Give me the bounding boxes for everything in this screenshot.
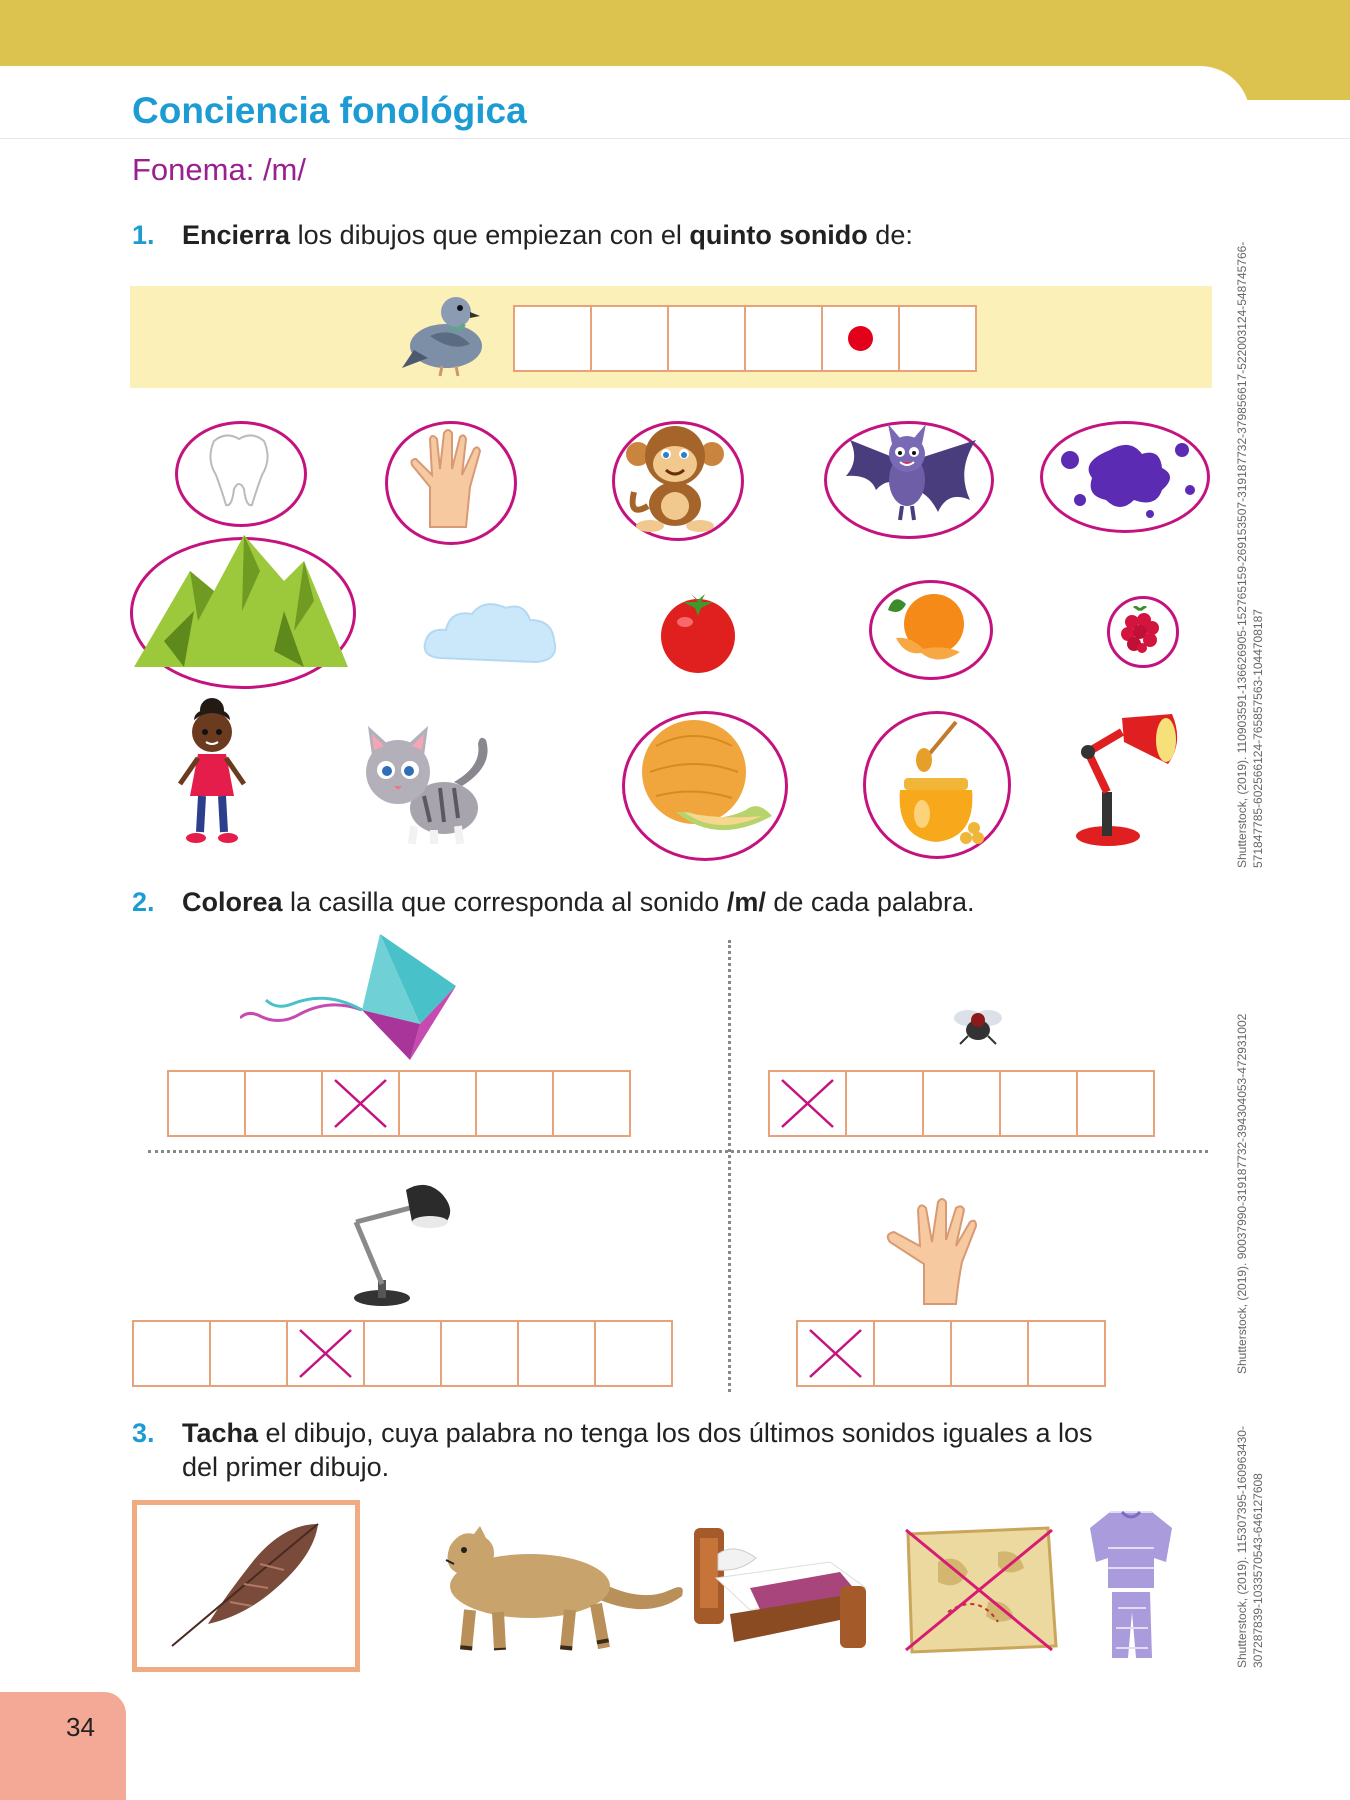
monkey-icon (620, 422, 730, 534)
sound-box-marked[interactable] (821, 305, 900, 372)
feather-icon (164, 1520, 326, 1650)
q2-fly-boxes (768, 1070, 1153, 1137)
ink-stain-icon (1050, 430, 1200, 520)
image-credit-3a: Shutterstock, (2019). 115307395-160963430- (1235, 1426, 1249, 1668)
sound-box[interactable] (552, 1070, 631, 1137)
image-credit-1b: 571847785-602566124-765857563-1044708187 (1251, 609, 1265, 868)
treasure-map-icon (898, 1522, 1062, 1658)
cloud-icon (420, 598, 560, 670)
fly-icon (950, 1006, 1004, 1046)
sound-box[interactable] (594, 1320, 673, 1387)
question-1-bold: quinto sonido (689, 220, 868, 250)
question-1-verb: Encierra (182, 220, 291, 250)
sound-box[interactable] (475, 1070, 554, 1137)
melon-icon (626, 716, 776, 848)
sound-box[interactable] (398, 1070, 477, 1137)
sound-box[interactable] (167, 1070, 246, 1137)
image-credit-2 (1234, 1014, 1250, 1374)
q2-kite-boxes (167, 1070, 629, 1137)
hand-icon (400, 427, 500, 537)
question-3-text-b: del primer dibujo. (182, 1452, 390, 1482)
question-3-number: 3. (132, 1418, 155, 1448)
sound-box[interactable] (132, 1320, 211, 1387)
horizontal-divider (148, 1150, 1208, 1153)
sound-box[interactable] (744, 305, 823, 372)
raspberry-icon (1118, 606, 1162, 654)
honey-jar-icon (886, 718, 986, 848)
image-credit-1a: Shutterstock, (2019). 110903591-136626905-152765159-269153507-319187732-379856617-522003124-548745766- (1235, 241, 1249, 868)
image-credit-2-text: Shutterstock, (2019). 90037990-319187732-394304053-472931002 (1235, 1013, 1249, 1374)
sound-box[interactable] (440, 1320, 519, 1387)
question-2-text-b: de cada palabra. (765, 887, 975, 917)
sound-box[interactable] (590, 305, 669, 372)
question-1-text-b: de: (867, 220, 913, 250)
question-2-number: 2. (132, 887, 155, 917)
bat-icon (830, 420, 980, 532)
mountain-icon (134, 531, 348, 669)
sound-box-crossed[interactable] (796, 1320, 875, 1387)
question-3-text-a: el dibujo, cuya palabra no tenga los dos últimos sonidos iguales a los (258, 1418, 1093, 1448)
puma-icon (420, 1520, 690, 1656)
sound-box[interactable] (667, 305, 746, 372)
pigeon-icon (400, 288, 496, 380)
header-divider (0, 138, 1350, 139)
image-credit-3b: 307287839-1033570543-646127608 (1251, 1473, 1265, 1668)
tooth-icon (206, 431, 272, 509)
sound-box[interactable] (845, 1070, 924, 1137)
q1-sound-boxes (513, 305, 975, 372)
sound-box[interactable] (873, 1320, 952, 1387)
sound-box[interactable] (999, 1070, 1078, 1137)
sound-box[interactable] (1027, 1320, 1106, 1387)
question-1-number: 1. (132, 220, 155, 250)
sound-box[interactable] (517, 1320, 596, 1387)
sound-box-crossed[interactable] (768, 1070, 847, 1137)
question-3 (132, 1416, 1212, 1488)
page-subtitle: Fonema: /m/ (132, 152, 306, 187)
question-2 (132, 885, 1192, 925)
question-3-verb: Tacha (182, 1418, 259, 1448)
sound-box[interactable] (950, 1320, 1029, 1387)
hand-icon (884, 1196, 986, 1306)
lamp-icon (346, 1180, 456, 1308)
vertical-divider (728, 940, 731, 1392)
sound-box[interactable] (1076, 1070, 1155, 1137)
desk-lamp-icon (1072, 712, 1184, 848)
sound-box[interactable] (513, 305, 592, 372)
question-2-verb: Colorea (182, 887, 283, 917)
pajamas-icon (1088, 1508, 1174, 1668)
sound-box[interactable] (363, 1320, 442, 1387)
q2-lamp-boxes (132, 1320, 671, 1387)
sound-box[interactable] (898, 305, 977, 372)
page-number: 34 (66, 1712, 95, 1742)
sound-box[interactable] (922, 1070, 1001, 1137)
sound-box[interactable] (244, 1070, 323, 1137)
page-title: Conciencia fonológica (132, 90, 527, 131)
question-2-text-a: la casilla que corresponda al sonido (282, 887, 727, 917)
bed-icon (690, 1518, 870, 1656)
tomato-icon (655, 588, 741, 674)
page-number-tab (0, 1692, 126, 1800)
q2-hand-boxes (796, 1320, 1104, 1387)
question-1-text-a: los dibujos que empiezan con el (290, 220, 690, 250)
tangerine-icon (876, 588, 980, 668)
kite-icon (240, 934, 460, 1060)
question-1 (132, 218, 1192, 258)
image-credit-1 (1234, 242, 1266, 868)
image-credit-3 (1234, 1426, 1266, 1668)
sound-box-crossed[interactable] (321, 1070, 400, 1137)
sound-box[interactable] (209, 1320, 288, 1387)
sound-box-crossed[interactable] (286, 1320, 365, 1387)
question-2-bold: /m/ (726, 887, 766, 917)
girl-icon (172, 696, 252, 848)
cat-icon (354, 726, 498, 846)
